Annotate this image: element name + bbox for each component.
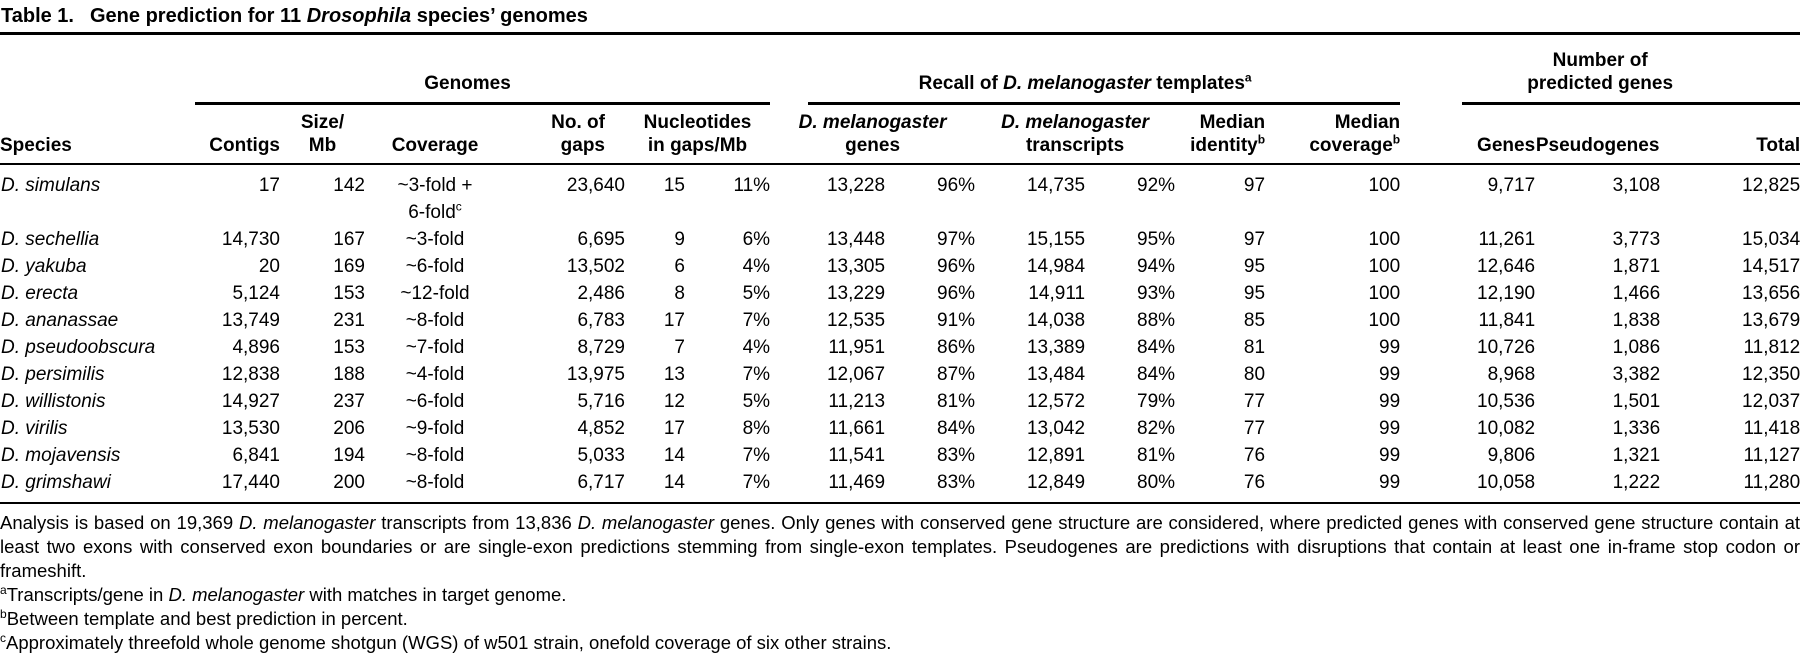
cell-genes-pct: 91% [937,310,976,331]
table-body [0,164,1800,503]
col-header-size-line2: Mb [308,135,337,156]
cell-pseudogenes: 1,336 [1612,418,1661,439]
cell-gaps: 5,033 [577,445,625,466]
cell-species: D. persimilis [1,364,105,385]
col-header-size-line1: Size/ [300,112,345,133]
cell-gaps: 8,729 [577,337,625,358]
cell-identity: 81 [1243,337,1266,358]
col-header-median-identity [1175,105,1265,164]
footnote-c-text: Approximately threefold whole genome shotgun (WGS) of w501 strain, onefold coverage of six other strains. [6,632,892,653]
cell-identity: 95 [1243,256,1266,277]
cell-coverage: ~8-fold [405,310,465,331]
cell-gaps: 5,716 [577,391,625,412]
group-predicted-genes-label [1400,49,1800,95]
table-title-text-pre: Gene prediction for 11 [90,5,307,27]
cell-gaps: 2,486 [577,283,625,304]
table-row [0,415,1800,442]
cell-size: 231 [333,310,365,331]
cell-size: 169 [333,256,365,277]
footnote-a-marker: a [0,582,7,597]
cell-total: 12,037 [1742,391,1800,412]
cell-contigs: 14,730 [221,229,280,250]
cell-pred-genes: 12,190 [1477,283,1536,304]
cell-pseudogenes: 1,838 [1612,310,1661,331]
cell-pred-genes: 10,082 [1477,418,1536,439]
table-row [0,280,1800,307]
cell-nuc-pct: 7% [742,472,771,493]
cell-med-coverage: 99 [1379,364,1401,385]
cell-species: D. mojavensis [1,445,121,466]
cell-contigs: 17,440 [221,472,280,493]
table-title [0,0,1800,35]
cell-genes: 12,067 [826,364,886,385]
cell-contigs: 13,749 [221,310,280,331]
cell-contigs: 20 [258,256,280,277]
cell-pred-genes: 9,806 [1487,445,1536,466]
cell-pseudogenes: 1,466 [1612,283,1661,304]
cell-pred-genes: 10,058 [1477,472,1536,493]
cell-genes: 13,305 [826,256,886,277]
cell-species: D. simulans [1,175,101,196]
cell-coverage: ~8-fold [405,445,465,466]
cell-nuc: 12 [663,391,685,412]
footnote-a [0,583,1800,607]
cell-genes: 13,228 [826,175,886,196]
cell-nuc-pct: 5% [742,283,771,304]
footnote-c-marker: c [0,630,6,645]
footnote-c [0,631,1800,655]
cell-pred-genes: 10,726 [1477,337,1536,358]
group-predicted-genes-line2: predicted genes [1527,73,1674,94]
cell-transcripts: 14,984 [1026,256,1086,277]
cell-gaps: 23,640 [566,175,625,196]
cell-total: 12,825 [1742,175,1800,196]
cell-contigs: 17 [258,175,280,196]
cell-coverage: ~12-fold [400,283,470,304]
col-header-mel-transcripts-line1: D. melanogaster [1001,112,1149,133]
cell-med-coverage: 100 [1368,283,1401,304]
cell-transcripts-pct: 93% [1137,283,1176,304]
cell-size: 142 [333,175,365,196]
cell-pseudogenes: 3,773 [1612,229,1661,250]
cell-coverage: ~8-fold [405,472,465,493]
cell-nuc: 7 [674,337,685,358]
cell-pseudogenes: 3,108 [1612,175,1661,196]
cell-contigs: 12,838 [221,364,280,385]
cell-nuc: 9 [674,229,685,250]
cell-med-coverage: 100 [1368,310,1401,331]
col-header-gaps [505,105,625,164]
group-predicted-genes [1400,35,1800,105]
col-header-nucleotides-line1: Nucleotides [643,112,752,133]
col-header-median-coverage-footnote-marker: b [1392,132,1401,147]
cell-transcripts-pct: 81% [1137,445,1176,466]
cell-nuc-pct: 4% [742,256,771,277]
cell-identity: 80 [1243,364,1266,385]
cell-contigs: 14,927 [221,391,280,412]
cell-coverage: ~9-fold [405,418,465,439]
group-recall-label [770,72,1400,95]
cell-total: 12,350 [1742,364,1800,385]
cell-pred-genes: 11,841 [1478,310,1536,331]
column-header-row [0,105,1800,164]
cell-pred-genes: 12,646 [1477,256,1536,277]
cell-size: 167 [333,229,365,250]
cell-transcripts: 12,849 [1026,472,1086,493]
cell-species: D. willistonis [1,391,106,412]
cell-transcripts: 14,735 [1026,175,1086,196]
cell-genes: 11,541 [828,445,886,466]
cell-genes-pct: 86% [937,337,976,358]
cell-identity: 76 [1243,445,1266,466]
cell-transcripts-pct: 79% [1137,391,1176,412]
col-header-mel-genes-line1: D. melanogaster [798,112,947,133]
cell-transcripts: 12,572 [1026,391,1086,412]
cell-genes: 13,448 [826,229,886,250]
cell-med-coverage: 99 [1379,472,1401,493]
footnote-a-text: Transcripts/gene in D. melanogaster with matches in target genome. [6,584,567,605]
cell-species: D. ananassae [1,310,119,331]
cell-genes: 12,535 [826,310,886,331]
cell-nuc: 14 [663,472,685,493]
cell-transcripts-pct: 80% [1137,472,1176,493]
col-header-median-identity-line2 [1175,134,1265,157]
group-recall-text-pre: Recall of [918,73,1004,94]
cell-med-coverage: 99 [1379,391,1401,412]
cell-gaps: 6,717 [577,472,625,493]
cell-transcripts-pct: 84% [1137,364,1176,385]
cell-gaps: 4,852 [577,418,625,439]
table-head [0,35,1800,164]
cell-transcripts: 15,155 [1026,229,1086,250]
cell-genes: 11,951 [828,337,886,358]
table-title-label: Table 1. [1,5,74,27]
table-row [0,469,1800,503]
col-header-coverage: Coverage [365,105,505,164]
cell-pred-genes: 9,717 [1487,175,1536,196]
cell-genes-pct: 96% [937,175,976,196]
cell-nuc: 8 [674,283,685,304]
cell-med-coverage: 99 [1379,445,1401,466]
col-header-nucleotides [625,105,770,164]
col-header-nucleotides-line2: in gaps/Mb [647,135,748,156]
cell-coverage: ~3-fold + 6-fold$^c$ [397,175,473,223]
group-predicted-genes-line1: Number of [1552,50,1648,71]
group-recall-footnote-marker: a [1244,70,1252,85]
cell-contigs: 13,530 [221,418,280,439]
cell-pred-genes: 11,261 [1478,229,1536,250]
cell-identity: 97 [1243,229,1266,250]
cell-total: 11,127 [1743,445,1800,466]
cell-total: 11,418 [1743,418,1800,439]
cell-transcripts: 13,042 [1026,418,1086,439]
col-header-median-coverage-text: coverage [1309,135,1393,156]
cell-total: 13,679 [1742,310,1800,331]
cell-size: 194 [333,445,365,466]
group-recall [770,35,1400,105]
cell-med-coverage: 99 [1379,337,1401,358]
cell-gaps: 13,502 [566,256,625,277]
cell-nuc-pct: 7% [742,310,771,331]
cell-species: D. erecta [1,283,79,304]
group-recall-species: D. melanogaster [1003,73,1151,94]
cell-nuc-pct: 6% [742,229,771,250]
cell-nuc-pct: 7% [742,445,771,466]
cell-coverage: ~6-fold [405,391,465,412]
cell-nuc: 17 [663,418,685,439]
cell-species: D. virilis [1,418,68,439]
group-genomes-label: Genomes [424,73,511,94]
cell-identity: 77 [1243,418,1266,439]
table-row [0,226,1800,253]
col-header-median-coverage-line2 [1265,134,1400,157]
cell-coverage: ~7-fold [405,337,465,358]
cell-transcripts: 14,038 [1026,310,1086,331]
footnote-b-text: Between template and best prediction in percent. [6,608,408,629]
table-title-text-post: species’ genomes [411,5,588,27]
cell-transcripts-pct: 84% [1137,337,1176,358]
col-header-total: Total [1660,105,1800,164]
cell-pseudogenes: 1,086 [1612,337,1661,358]
cell-genes-pct: 81% [937,391,976,412]
cell-gaps: 6,783 [577,310,625,331]
col-header-mel-genes [770,105,975,164]
cell-total: 15,034 [1742,229,1800,250]
cell-med-coverage: 100 [1368,229,1401,250]
cell-gaps: 13,975 [566,364,625,385]
cell-coverage: ~6-fold [405,256,465,277]
table-row [0,388,1800,415]
col-header-mel-transcripts-line2: transcripts [1025,135,1125,156]
col-header-median-coverage-line1: Median [1334,112,1401,133]
col-header-median-identity-footnote-marker: b [1257,132,1266,147]
cell-nuc: 13 [663,364,685,385]
table-row [0,361,1800,388]
cell-coverage: ~3-fold [405,229,465,250]
col-header-genes: Genes [1400,105,1535,164]
cell-pseudogenes: 1,321 [1612,445,1661,466]
cell-med-coverage: 100 [1368,256,1401,277]
col-header-mel-transcripts [975,105,1175,164]
cell-size: 153 [333,337,365,358]
cell-size: 188 [333,364,365,385]
col-header-gaps-line2: gaps [560,135,605,156]
cell-species: D. pseudoobscura [1,337,156,358]
col-header-median-coverage [1265,105,1400,164]
table-row [0,164,1800,226]
cell-identity: 95 [1243,283,1266,304]
cell-pred-genes: 8,968 [1487,364,1536,385]
footnotes [0,504,1800,655]
cell-transcripts-pct: 95% [1137,229,1176,250]
cell-genes-pct: 84% [937,418,976,439]
cell-size: 206 [333,418,365,439]
cell-pseudogenes: 1,501 [1612,391,1661,412]
cell-pseudogenes: 1,222 [1612,472,1661,493]
cell-med-coverage: 100 [1368,175,1401,196]
cell-nuc: 14 [663,445,685,466]
cell-genes-pct: 96% [937,256,976,277]
table-row [0,253,1800,280]
group-header-spacer [0,35,165,105]
cell-genes: 11,469 [828,472,886,493]
cell-total: 13,656 [1742,283,1800,304]
cell-species: D. sechellia [1,229,100,250]
col-header-gaps-line1: No. of [551,112,605,133]
cell-size: 200 [333,472,365,493]
cell-nuc-pct: 11% [733,175,771,196]
col-header-pseudogenes: Pseudogenes [1535,105,1660,164]
col-header-median-identity-text: identity [1190,135,1258,156]
cell-genes-pct: 83% [937,445,976,466]
cell-pseudogenes: 1,871 [1612,256,1661,277]
cell-genes: 13,229 [826,283,886,304]
col-header-species: Species [0,105,165,164]
cell-total: 11,280 [1743,472,1800,493]
table-title-genus: Drosophila [306,5,412,27]
col-header-mel-genes-line2: genes [845,135,901,156]
cell-genes: 11,661 [828,418,886,439]
cell-nuc-pct: 5% [742,391,771,412]
cell-genes: 11,213 [828,391,886,412]
cell-pred-genes: 10,536 [1477,391,1536,412]
cell-transcripts: 13,389 [1026,337,1086,358]
group-header-row [0,35,1800,105]
cell-contigs: 6,841 [232,445,280,466]
cell-identity: 85 [1243,310,1266,331]
cell-coverage: ~4-fold [405,364,465,385]
footnote-analysis: Analysis is based on 19,369 D. melanogaster transcripts from 13,836 D. melanogaster genes. Only genes with conserved gene structure are considered, where predicted genes with conserved gene structure contain at least two exons with conserved exon boundaries or are single-exon predictions stemming from single-exon templates. Pseudogenes are predictions with disruptions that contain at least one in-frame stop codon or frameshift. [0,512,1800,581]
cell-transcripts-pct: 94% [1137,256,1176,277]
cell-species: D. grimshawi [1,472,111,493]
cell-nuc-pct: 7% [742,364,771,385]
cell-transcripts-pct: 92% [1137,175,1176,196]
cell-contigs: 5,124 [232,283,280,304]
cell-size: 153 [333,283,365,304]
cell-species: D. yakuba [1,256,87,277]
cell-nuc-pct: 8% [742,418,771,439]
cell-nuc: 17 [663,310,685,331]
cell-total: 11,812 [1743,337,1800,358]
group-recall-text-post: templates [1150,73,1245,94]
cell-nuc-pct: 4% [742,337,771,358]
cell-identity: 77 [1243,391,1266,412]
col-header-median-identity-line1: Median [1199,112,1266,133]
cell-gaps: 6,695 [577,229,625,250]
cell-size: 237 [333,391,365,412]
cell-genes-pct: 87% [937,364,976,385]
table-row [0,442,1800,469]
cell-pseudogenes: 3,382 [1612,364,1661,385]
cell-med-coverage: 99 [1379,418,1401,439]
col-header-size-mb [280,105,365,164]
footnote-b-marker: b [0,606,7,621]
cell-transcripts-pct: 88% [1137,310,1176,331]
cell-genes-pct: 97% [937,229,976,250]
footnote-b [0,607,1800,631]
group-genomes [165,35,770,105]
cell-transcripts-pct: 82% [1137,418,1176,439]
cell-nuc: 6 [674,256,685,277]
cell-identity: 97 [1243,175,1266,196]
cell-total: 14,517 [1742,256,1800,277]
gene-prediction-table [0,35,1800,504]
cell-transcripts: 14,911 [1028,283,1086,304]
cell-identity: 76 [1243,472,1266,493]
col-header-contigs: Contigs [165,105,280,164]
cell-transcripts: 12,891 [1026,445,1086,466]
cell-nuc: 15 [663,175,685,196]
cell-transcripts: 13,484 [1026,364,1086,385]
cell-contigs: 4,896 [232,337,280,358]
table-row [0,334,1800,361]
cell-genes-pct: 96% [937,283,976,304]
cell-genes-pct: 83% [937,472,976,493]
table-row [0,307,1800,334]
